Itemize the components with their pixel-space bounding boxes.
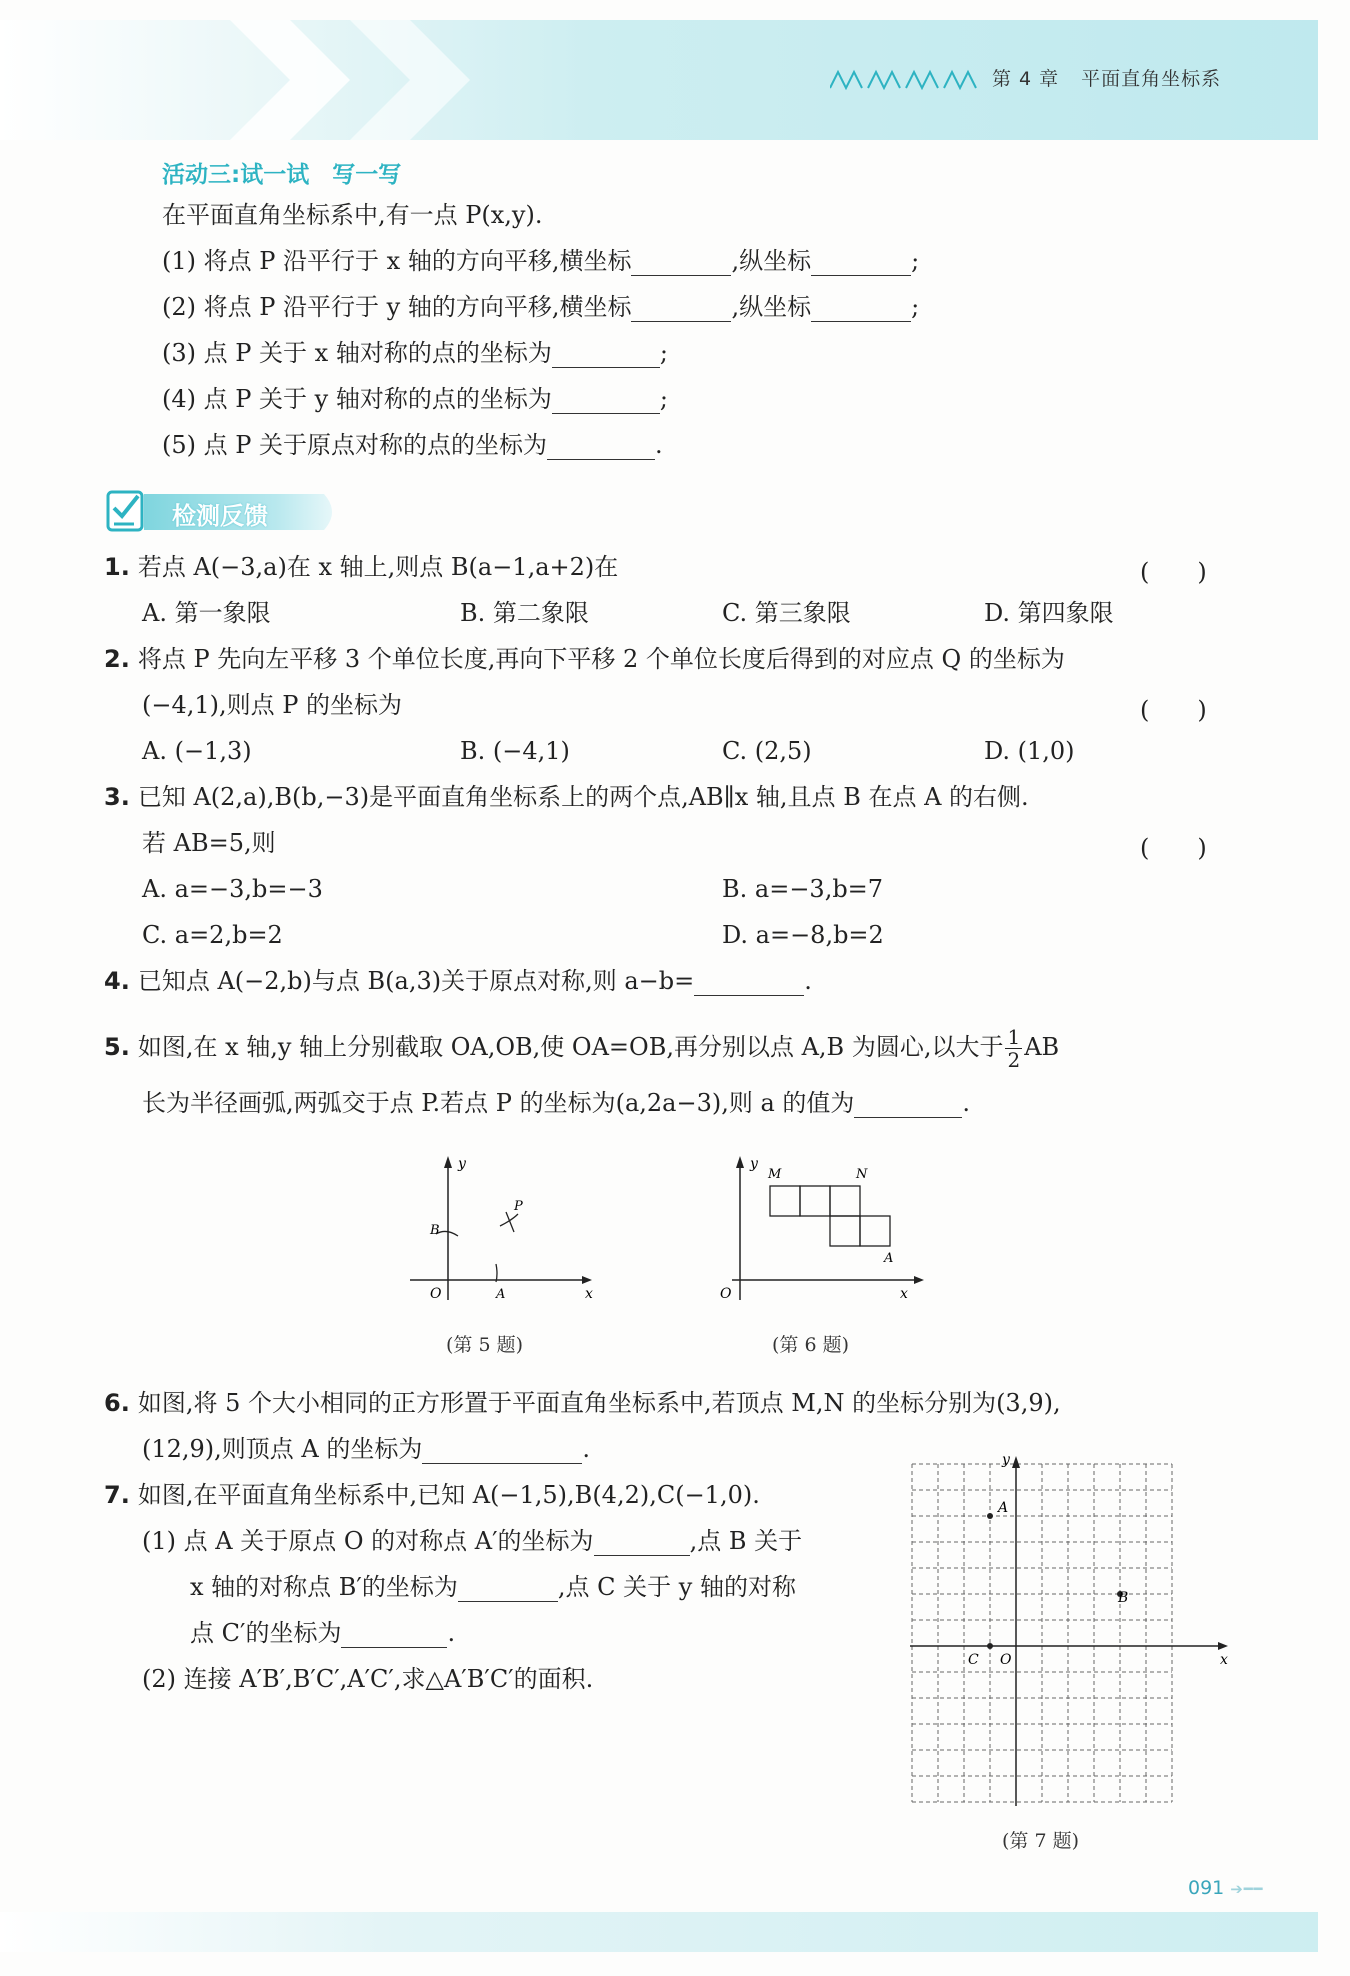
question-6-line-2: (12,9),则顶点 A 的坐标为 .: [142, 1435, 591, 1463]
q3-option-c[interactable]: C. a=2,b=2: [142, 921, 283, 949]
label-y: y: [1002, 1452, 1010, 1468]
triangle-pattern-icon: [830, 68, 980, 90]
label-y: y: [750, 1156, 758, 1172]
footer-band: [0, 1912, 1318, 1952]
q2-option-c[interactable]: C. (2,5): [722, 737, 812, 765]
q3-option-d[interactable]: D. a=−8,b=2: [722, 921, 884, 949]
figure-6-caption: (第 6 题): [772, 1334, 849, 1356]
activity-item-1: (1) 将点 P 沿平行于 x 轴的方向平移,横坐标 ,纵坐标 ;: [162, 247, 920, 275]
label-x: x: [1220, 1652, 1228, 1668]
q2-option-a[interactable]: A. (−1,3): [142, 737, 252, 765]
label-a: A: [884, 1251, 894, 1266]
q1-option-a[interactable]: A. 第一象限: [142, 599, 271, 627]
section-title: 检测反馈: [172, 502, 268, 530]
q1-option-d[interactable]: D. 第四象限: [984, 599, 1114, 627]
label-y: y: [458, 1156, 466, 1172]
figure-5: [400, 1150, 600, 1310]
label-o: O: [720, 1286, 732, 1302]
square: [770, 1186, 800, 1216]
answer-blank[interactable]: [341, 1621, 447, 1648]
x-axis-arrow-icon: [914, 1276, 924, 1284]
figure-6: [712, 1150, 932, 1310]
chapter-title: 平面直角坐标系: [1081, 68, 1222, 90]
q2-option-d[interactable]: D. (1,0): [984, 737, 1075, 765]
y-axis-arrow-icon: [1012, 1456, 1020, 1468]
activity-title: 活动三:试一试 写一写: [162, 162, 402, 188]
question-7-part-1-line-3: 点 C′的坐标为 .: [190, 1619, 456, 1647]
question-7-part-1-line-2: x 轴的对称点 B′的坐标为 ,点 C 关于 y 轴的对称: [190, 1573, 796, 1601]
question-7: 7. 如图,在平面直角坐标系中,已知 A(−1,5),B(4,2),C(−1,0).: [104, 1481, 760, 1509]
answer-blank[interactable]: [631, 295, 731, 322]
activity-item-5: (5) 点 P 关于原点对称的点的坐标为 .: [162, 431, 663, 459]
q1-option-c[interactable]: C. 第三象限: [722, 599, 851, 627]
figure-7: [906, 1442, 1236, 1812]
q1-option-b[interactable]: B. 第二象限: [460, 599, 589, 627]
q3-option-a[interactable]: A. a=−3,b=−3: [142, 875, 323, 903]
answer-blank[interactable]: [811, 295, 911, 322]
label-o: O: [430, 1286, 442, 1302]
question-4: 4. 已知点 A(−2,b)与点 B(a,3)关于原点对称,则 a−b= .: [104, 967, 812, 995]
point-a: [987, 1513, 993, 1519]
activity-item-2: (2) 将点 P 沿平行于 y 轴的方向平移,横坐标 ,纵坐标 ;: [162, 293, 920, 321]
answer-blank[interactable]: [547, 433, 655, 460]
y-axis-arrow-icon: [736, 1156, 744, 1168]
label-n: N: [856, 1167, 868, 1182]
square: [800, 1186, 830, 1216]
label-x: x: [585, 1286, 593, 1302]
figure-7-caption: (第 7 题): [1002, 1830, 1079, 1852]
x-axis-arrow-icon: [582, 1276, 592, 1284]
fraction: $\frac{1}{2}$: [1007, 1025, 1021, 1072]
square: [830, 1216, 860, 1246]
label-m: M: [768, 1167, 782, 1182]
arc-mark: [496, 1264, 497, 1282]
label-b: B: [1118, 1590, 1129, 1606]
question-2: 2. 将点 P 先向左平移 3 个单位长度,再向下平移 2 个单位长度后得到的对应点 Q 的坐标为: [104, 645, 1065, 673]
answer-paren[interactable]: ( ): [1140, 696, 1207, 724]
x-axis-arrow-icon: [1218, 1642, 1228, 1650]
chapter-number: 第 4 章: [992, 68, 1060, 90]
question-3: 3. 已知 A(2,a),B(b,−3)是平面直角坐标系上的两个点,AB∥x 轴,且点 B 在点 A 的右侧.: [104, 783, 1029, 811]
question-5: 5. 如图,在 x 轴,y 轴上分别截取 OA,OB,使 OA=OB,再分别以点 A,B 为圆心,以大于 $\frac{1}{2}$ AB: [104, 1025, 1060, 1072]
square: [860, 1216, 890, 1246]
chevron-decoration-icon: [350, 20, 470, 140]
label-o: O: [1000, 1652, 1012, 1668]
activity-item-3: (3) 点 P 关于 x 轴对称的点的坐标为 ;: [162, 339, 668, 367]
label-a: A: [998, 1500, 1009, 1516]
question-3-line-2: 若 AB=5,则: [142, 829, 276, 857]
answer-blank[interactable]: [694, 969, 804, 996]
label-p: P: [514, 1199, 523, 1214]
dashed-grid: [912, 1464, 1172, 1802]
page-number: 091 ➔ ━ ━: [1188, 1877, 1261, 1899]
q3-option-b[interactable]: B. a=−3,b=7: [722, 875, 884, 903]
chapter-header: [992, 64, 1221, 91]
point-c: [987, 1643, 993, 1649]
activity-item-4: (4) 点 P 关于 y 轴对称的点的坐标为 ;: [162, 385, 668, 413]
question-1: 1. 若点 A(−3,a)在 x 轴上,则点 B(a−1,a+2)在: [104, 553, 619, 581]
answer-blank[interactable]: [854, 1091, 962, 1118]
q2-option-b[interactable]: B. (−4,1): [460, 737, 570, 765]
squares-group: [770, 1186, 890, 1246]
label-x: x: [900, 1286, 908, 1302]
question-7-part-1: (1) 点 A 关于原点 O 的对称点 A′的坐标为 ,点 B 关于: [142, 1527, 803, 1555]
figure-5-caption: (第 5 题): [446, 1334, 523, 1356]
y-axis-arrow-icon: [444, 1156, 452, 1168]
answer-paren[interactable]: ( ): [1140, 834, 1207, 862]
answer-paren[interactable]: ( ): [1140, 558, 1207, 586]
label-a: A: [496, 1287, 506, 1302]
activity-intro: 在平面直角坐标系中,有一点 P(x,y).: [162, 201, 543, 229]
label-b: B: [430, 1223, 440, 1238]
label-c: C: [968, 1652, 979, 1668]
answer-blank[interactable]: [458, 1575, 558, 1602]
square: [830, 1186, 860, 1216]
answer-blank[interactable]: [631, 249, 731, 276]
chevron-decoration-icon: [230, 20, 350, 140]
answer-blank[interactable]: [552, 341, 660, 368]
question-5-line-2: 长为半径画弧,两弧交于点 P.若点 P 的坐标为(a,2a−3),则 a 的值为 .: [142, 1089, 971, 1117]
answer-blank[interactable]: [594, 1529, 690, 1556]
arrow-decoration-icon: ➔ ━ ━: [1230, 1880, 1261, 1898]
answer-blank[interactable]: [422, 1437, 582, 1464]
answer-blank[interactable]: [811, 249, 911, 276]
answer-blank[interactable]: [552, 387, 660, 414]
question-6: 6. 如图,将 5 个大小相同的正方形置于平面直角坐标系中,若顶点 M,N 的坐标分别为(3,9),: [104, 1389, 1061, 1417]
question-2-line-2: (−4,1),则点 P 的坐标为: [142, 691, 403, 719]
question-7-part-2: (2) 连接 A′B′,B′C′,A′C′,求△A′B′C′的面积.: [142, 1665, 594, 1693]
